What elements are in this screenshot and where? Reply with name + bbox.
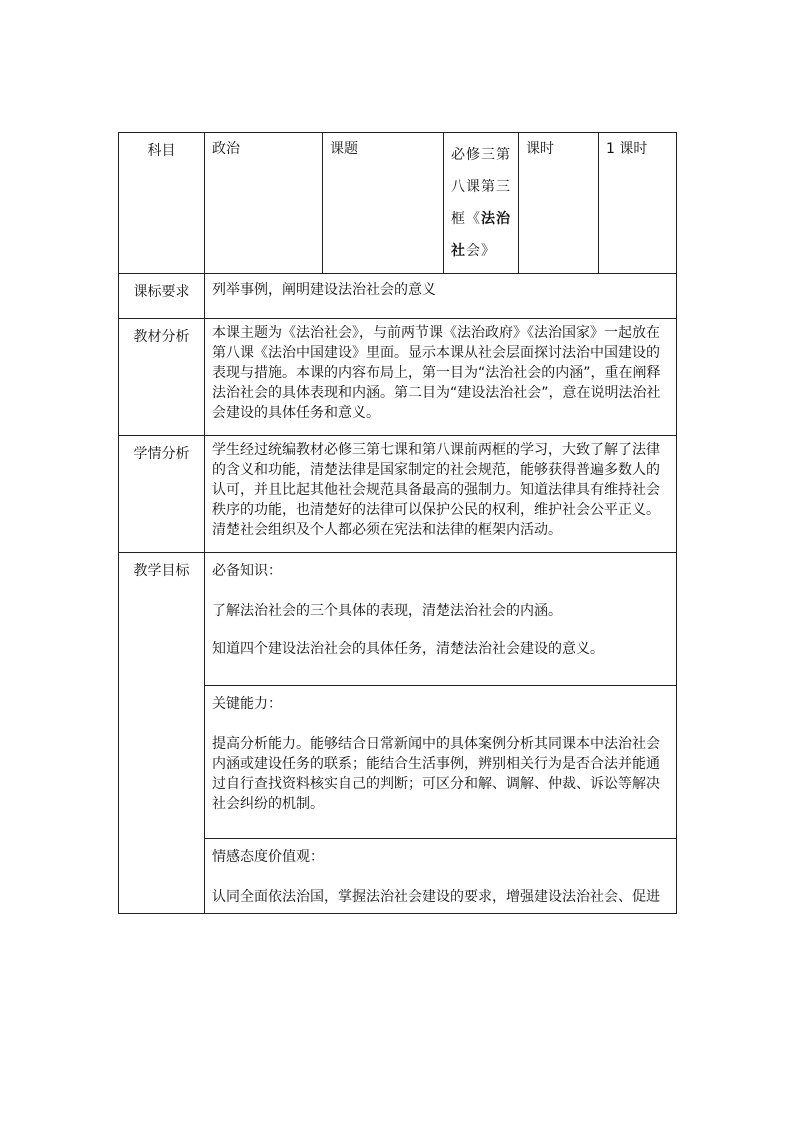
textbook-row: [119, 319, 677, 436]
topic-value-bold: 法治社: [451, 211, 511, 259]
subject-label: 科目: [119, 133, 205, 274]
students-text: 学生经过统编教材必修三第七课和第八课前两框的学习，大致了解了法律的含义和功能，清楚法律是国家制定的社会规范，能够获得普遍多数人的认可，并且比起其他社会规范具备最高的强制力。知道法律具有维持社会秩序的功能，也清楚好的法律可以保护公民的权利，维护社会公平正义。清楚社会组织及个人都必须在宪法和法律的框架内活动。: [212, 442, 660, 538]
students-cell: [205, 436, 677, 553]
topic-value: [444, 133, 519, 274]
topic-label: 课题: [323, 133, 444, 274]
objectives-subtable: [205, 553, 676, 913]
hours-value: 1 课时: [599, 133, 677, 274]
knowledge-cell: [205, 553, 676, 686]
objectives-cell: [205, 553, 677, 914]
students-row: [119, 436, 677, 553]
objectives-row: [119, 553, 677, 914]
knowledge-block: [205, 553, 676, 686]
ability-block: [205, 686, 676, 839]
hours-label: 课时: [519, 133, 599, 274]
curriculum-text: 列举事例，阐明建设法治社会的意义: [205, 274, 677, 319]
textbook-cell: [205, 319, 677, 436]
knowledge-item-2: 知道四个建设法治社会的具体任务，清楚法治社会建设的意义。: [212, 641, 604, 657]
ability-head: 关键能力：: [212, 696, 282, 712]
knowledge-item-1: 了解法治社会的三个具体的表现，清楚法治社会的内涵。: [212, 603, 562, 619]
header-row: [119, 133, 677, 274]
knowledge-head: 必备知识：: [212, 563, 282, 579]
lesson-plan-table: [118, 132, 677, 914]
topic-value-part1: 必修三第八课第三框《: [451, 147, 511, 227]
textbook-text: 本课主题为《法治社会》，与前两节课《法治政府》《法治国家》一起放在第八课《法治中国建设》里面。显示本课从社会层面探讨法治中国建设的表现与措施。本课的内容布局上，第一目为“法治社会的内涵”，重在阐释法治社会的具体表现和内涵。第二目为“建设法治社会”，意在说明法治社会建设的具体任务和意义。: [212, 325, 661, 421]
values-head: 情感态度价值观：: [212, 849, 324, 865]
topic-value-part2: 会》: [466, 243, 496, 259]
textbook-label: 教材分析: [119, 319, 205, 436]
values-text: 认同全面依法治国，掌握法治社会建设的要求，增强建设法治社会、促进: [212, 889, 660, 905]
curriculum-row: [119, 274, 677, 319]
values-block: [205, 839, 676, 914]
curriculum-label: 课标要求: [119, 274, 205, 319]
ability-cell: [205, 686, 676, 839]
ability-text: 提高分析能力。能够结合日常新闻中的具体案例分析其同课本中法治社会内涵或建设任务的联系；能结合生活事例，辨别相关行为是否合法并能通过自行查找资料核实自己的判断；可区分和解、调解、仲裁、诉讼等解决社会纠纷的机制。: [212, 736, 660, 812]
subject-value: 政治: [205, 133, 323, 274]
students-label: 学情分析: [119, 436, 205, 553]
objectives-label: 教学目标: [119, 553, 205, 914]
values-cell: [205, 839, 676, 914]
